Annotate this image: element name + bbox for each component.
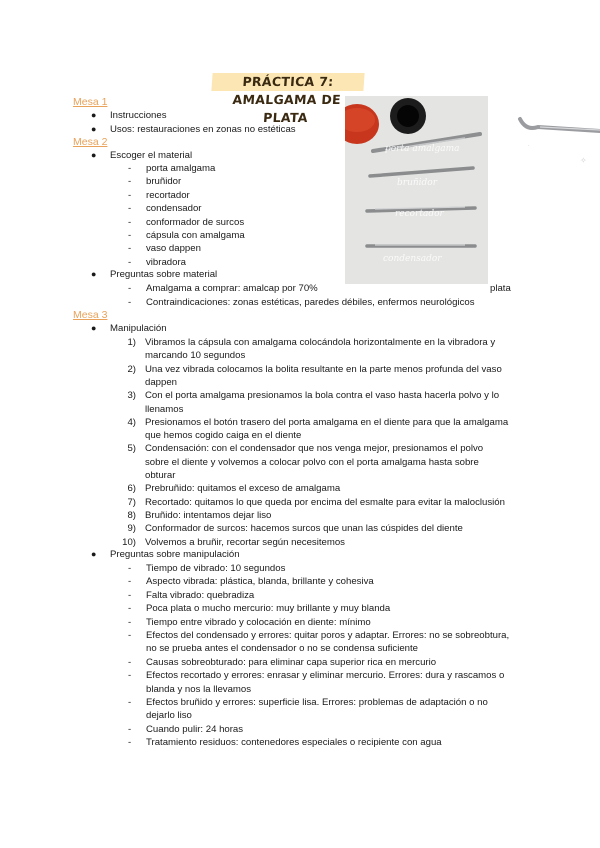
step-text: marcando 10 segundos [145, 350, 246, 362]
qa-item: no se prueba antes el condensador o no se condensa suficiente [146, 643, 419, 655]
step-text: Una vez vibrada colocamos la bolita resultante en la parte menos profunda del vaso [145, 363, 502, 375]
list-item: Manipulación [110, 323, 167, 334]
list-item: Instrucciones [110, 110, 167, 121]
list-item: Preguntas sobre material [110, 269, 218, 280]
qa-item: Falta vibrado: quebradiza [146, 589, 255, 601]
bullet: ● [91, 150, 97, 160]
list-item: Contraindicaciones: zonas estéticas, paredes débiles, enfermos neurológicos [146, 297, 475, 308]
material-item: vibradora [146, 256, 186, 268]
qa-item: Poca plata o mucho mercurio: muy brillante y muy blanda [146, 603, 391, 615]
step-text: obturar [145, 470, 176, 481]
qa-item: Cuando pulir: 24 horas [146, 723, 244, 735]
qa-item: Efectos del condensado y errores: quitar poros y adaptar. Errores: no se sobreobtura, [146, 630, 510, 641]
bullet: ● [91, 110, 97, 120]
bullet: ● [91, 124, 97, 134]
step-text: Condensación: con el condensador que nos venga mejor, presionamos el polvo [145, 443, 484, 455]
step-number: 4) [127, 416, 136, 428]
dash-bullet: - [128, 189, 132, 201]
dash-bullet: - [128, 283, 132, 294]
dash-bullet: - [128, 656, 132, 668]
dash-bullet: - [128, 630, 132, 641]
material-item: recortador [146, 189, 190, 201]
section-mesa-2[interactable]: Mesa 2 [73, 136, 108, 148]
step-text: Conformador de surcos: hacemos surcos que unan las cúspides del diente [145, 523, 463, 535]
step-text: Bruñido: intentamos dejar liso [145, 509, 272, 521]
dash-bullet: - [128, 216, 132, 228]
qa-item: Efectos bruñido y errores: superficie lisa. Errores: problemas de adaptación o no [146, 697, 488, 708]
qa-item: Aspecto vibrada: plástica, blanda, brillante y cohesiva [146, 576, 374, 588]
instrument-side-image [508, 105, 600, 175]
dash-bullet: - [128, 603, 132, 615]
dash-bullet: - [128, 563, 132, 574]
step-text: sobre el diente y volvemos a colocar polvo con el porta amalgama hasta sobre [145, 456, 479, 468]
step-number: 2) [127, 363, 136, 375]
dash-bullet: - [128, 723, 132, 735]
page-title: PRÁCTICA 7: AMALGAMA DE PLATA [211, 73, 364, 91]
material-item: condensador [146, 203, 202, 215]
dash-bullet: - [128, 203, 132, 215]
dash-bullet: - [128, 737, 132, 749]
qa-item: Tiempo de vibrado: 10 segundos [146, 563, 286, 574]
list-item: Preguntas sobre manipulación [110, 549, 240, 560]
qa-item: blanda y nos la llevamos [146, 683, 252, 695]
material-item: bruñidor [146, 176, 182, 188]
dash-bullet: - [128, 297, 132, 308]
qa-item: Causas sobreobturado: para eliminar capa superior rica en mercurio [146, 656, 437, 668]
section-mesa-1[interactable]: Mesa 1 [73, 96, 108, 108]
list-item-cont: plata [490, 283, 511, 294]
step-number: 10) [122, 536, 136, 548]
photo-label: porta amalgama [385, 144, 460, 154]
step-number: 1) [127, 337, 136, 348]
svg-text:·: · [528, 143, 530, 149]
step-text: Presionamos el botón trasero del porta amalgama en el diente para que la amalgama [145, 416, 509, 428]
dash-bullet: - [128, 243, 132, 255]
step-number: 6) [127, 483, 136, 495]
step-number: 8) [127, 509, 136, 521]
step-text: Con el porta amalgama presionamos la bola contra el vaso hasta hacerla polvo y lo [145, 390, 500, 402]
svg-text:✧: ✧ [580, 156, 587, 165]
step-number: 5) [127, 443, 136, 455]
qa-item: Tratamiento residuos: contenedores especiales o recipiente con agua [146, 737, 442, 749]
step-text: Volvemos a bruñir, recortar según necesitemos [145, 536, 345, 548]
instruments-photo [345, 96, 488, 284]
dash-bullet: - [128, 616, 132, 628]
step-number: 7) [127, 496, 136, 508]
material-item: conformador de surcos [146, 216, 245, 228]
list-item: Amalgama a comprar: amalcap por 70% [146, 283, 318, 294]
step-text: llenamos [145, 403, 184, 415]
step-text: Recortado: quitamos lo que queda por encima del esmalte para evitar la maloclusión [145, 496, 505, 508]
dash-bullet: - [128, 576, 132, 588]
step-text: que hemos cogido caiga en el diente [145, 430, 302, 442]
photo-label: condensador [383, 254, 442, 264]
qa-item: Efectos recortado y errores: enrasar y eliminar mercurio. Errores: dura y rascamos o [146, 670, 505, 682]
bullet: ● [91, 549, 97, 559]
bullet: ● [91, 323, 97, 333]
bullet: ● [91, 269, 97, 279]
dash-bullet: - [128, 697, 132, 708]
section-mesa-3[interactable]: Mesa 3 [73, 309, 108, 321]
material-item: cápsula con amalgama [146, 230, 245, 241]
dash-bullet: - [128, 163, 132, 174]
step-number: 9) [127, 523, 136, 535]
photo-label: bruñidor [397, 178, 438, 188]
material-item: porta amalgama [146, 163, 216, 174]
list-item: Usos: restauraciones en zonas no estéticas [110, 124, 296, 135]
dash-bullet: - [128, 176, 132, 188]
dash-bullet: - [128, 670, 132, 682]
qa-item: dejarlo liso [146, 710, 192, 722]
list-item: Escoger el material [110, 150, 193, 161]
dash-bullet: - [128, 589, 132, 601]
qa-item: Tiempo entre vibrado y colocación en diente: mínimo [146, 616, 371, 628]
material-item: vaso dappen [146, 243, 201, 255]
dash-bullet: - [128, 256, 132, 268]
dash-bullet: - [128, 230, 132, 241]
step-text: dappen [145, 376, 178, 388]
step-text: Prebruñido: quitamos el exceso de amalgama [145, 483, 341, 495]
step-number: 3) [127, 390, 136, 402]
photo-label: recortador [395, 209, 444, 219]
step-text: Vibramos la cápsula con amalgama colocándola horizontalmente en la vibradora y [145, 337, 496, 348]
